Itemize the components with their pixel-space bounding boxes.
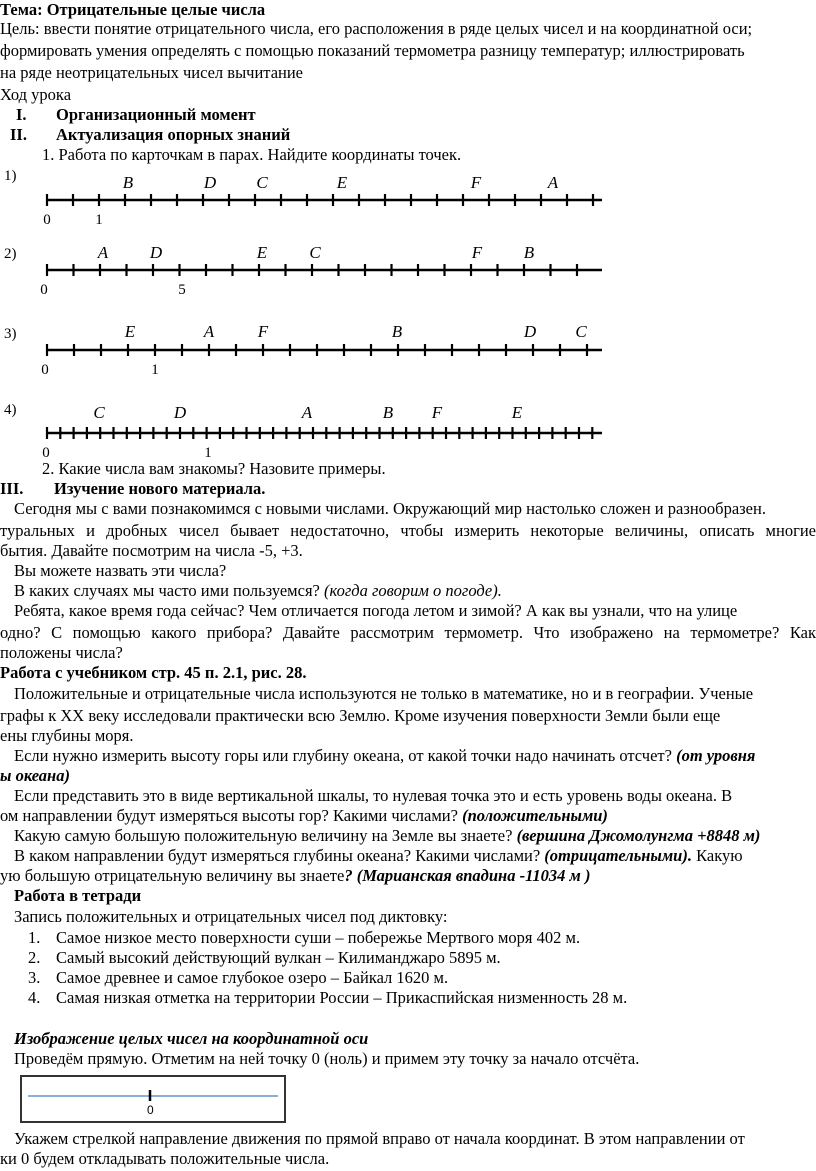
para-last-b: ки 0 будем откладывать положительные числа. bbox=[0, 1149, 330, 1168]
para-1b: туральных и дробных чисел бывает недостаточно, чтобы измерить некоторые величины, описать многие bbox=[0, 521, 816, 540]
para-3c: ены глубины моря. bbox=[0, 726, 134, 745]
para-3a: Положительные и отрицательные числа используются не только в математике, но и в географии. Ученые bbox=[14, 684, 754, 703]
para-6-text: Какую самую большую положительную величину на Земле вы знаете? bbox=[14, 826, 517, 845]
axis-svg bbox=[22, 1077, 284, 1121]
number-line-3 bbox=[0, 318, 816, 384]
goal-line-1: Цель: ввести понятие отрицательного числа, его расположения в ряде целых чисел и на координатной оси; bbox=[0, 19, 753, 38]
question-2-answer: (когда говорим о погоде). bbox=[323, 581, 502, 600]
point-label: A bbox=[301, 403, 313, 422]
para-2a: Ребята, какое время года сейчас? Чем отличается погода летом и зимой? А как вы узнали, что на улице bbox=[14, 601, 738, 620]
list-item: Самый высокий действующий вулкан – Килиманджаро 5895 м. bbox=[56, 948, 501, 967]
section-1-num: I. bbox=[16, 105, 27, 124]
para-3b: графы к XX веку исследовали практически всю Землю. Кроме изучения поверхности Земли были еще bbox=[0, 706, 721, 725]
point-label: B bbox=[122, 173, 134, 192]
list-item-number: 3. bbox=[28, 968, 41, 987]
tick-label: 0 bbox=[43, 212, 51, 228]
point-label: E bbox=[256, 243, 268, 262]
point-label: D bbox=[173, 403, 187, 422]
point-label: C bbox=[575, 322, 587, 341]
list-item: Самая низкая отметка на территории России – Прикаспийская низменность 28 м. bbox=[56, 988, 628, 1007]
question-2 bbox=[14, 581, 502, 601]
section-1-title: Организационный момент bbox=[56, 105, 256, 124]
point-label: A bbox=[547, 173, 559, 192]
point-label: C bbox=[256, 173, 268, 192]
para-7b-text: ую большую отрицательную величину вы знаете bbox=[0, 866, 345, 885]
point-label: B bbox=[523, 243, 535, 262]
para-4a-answer: (от уровня bbox=[676, 746, 756, 765]
point-label: C bbox=[93, 403, 105, 422]
row-label: 1) bbox=[4, 168, 17, 184]
point-label: B bbox=[391, 322, 403, 341]
para-last-a: Укажем стрелкой направление движения по прямой вправо от начала координат. В этом направлении от bbox=[14, 1129, 745, 1148]
section-3-num: III. bbox=[0, 479, 24, 498]
para-7b-answer: ? (Марианская впадина -11034 м ) bbox=[344, 866, 591, 885]
para-7a-answer: (отрицательными). bbox=[544, 846, 692, 865]
number-line-4 bbox=[0, 398, 816, 464]
axis-zero-label: 0 bbox=[147, 1103, 154, 1117]
tick-label: 1 bbox=[151, 362, 159, 378]
para-5a: Если представить это в виде вертикальной шкалы, то нулевая точка это и есть уровень воды океана. В bbox=[14, 786, 733, 805]
tick-label: 0 bbox=[40, 282, 48, 298]
row-label: 3) bbox=[4, 326, 17, 342]
list-item-number: 1. bbox=[28, 928, 41, 947]
list-item: Самое древнее и самое глубокое озеро – Байкал 1620 м. bbox=[56, 968, 449, 987]
point-label: E bbox=[336, 173, 348, 192]
number-line-2 bbox=[0, 240, 816, 306]
point-label: D bbox=[523, 322, 537, 341]
point-label: F bbox=[431, 403, 443, 422]
para-4b-answer: ы океана) bbox=[0, 766, 70, 785]
point-label: B bbox=[382, 403, 394, 422]
notebook-heading: Работа в тетради bbox=[14, 886, 142, 905]
row-label: 2) bbox=[4, 246, 17, 262]
point-label: E bbox=[511, 403, 523, 422]
para-5b-text: ом направлении будут измеряться высоты гор? Какими числами? bbox=[0, 806, 463, 825]
tick-label: 1 bbox=[95, 212, 103, 228]
point-label: E bbox=[124, 322, 136, 341]
list-item: Самое низкое место поверхности суши – побережье Мертвого моря 402 м. bbox=[56, 928, 581, 947]
para-4a bbox=[14, 746, 755, 766]
section-3-title: Изучение нового материала. bbox=[54, 479, 266, 498]
point-label: D bbox=[149, 243, 163, 262]
goal-line-3: на ряде неотрицательных чисел вычитание bbox=[0, 63, 304, 82]
point-label: F bbox=[257, 322, 269, 341]
para-1a: Сегодня мы с вами познакомимся с новыми числами. Окружающий мир настолько сложен и разнообразен. bbox=[14, 499, 766, 518]
para-6-answer: (вершина Джомолунгма +8848 м) bbox=[516, 826, 761, 845]
goal-line-2: формировать умения определять с помощью показаний термометра разницу температур; иллюстрировать bbox=[0, 41, 745, 60]
point-label: A bbox=[97, 243, 109, 262]
para-7a-tail: Какую bbox=[691, 846, 743, 865]
coord-axis-heading: Изображение целых чисел на координатной оси bbox=[14, 1029, 369, 1048]
question-1: Вы можете назвать эти числа? bbox=[14, 561, 227, 580]
tick-label: 0 bbox=[41, 362, 49, 378]
topic-line bbox=[0, 0, 265, 20]
course-heading: Ход урока bbox=[0, 85, 72, 104]
question-2-text: В каких случаях мы часто ими пользуемся? bbox=[14, 581, 324, 600]
axis-figure bbox=[20, 1075, 286, 1123]
task-2: 2. Какие числа вам знакомы? Назовите примеры. bbox=[42, 459, 386, 478]
task-1: 1. Работа по карточкам в парах. Найдите координаты точек. bbox=[42, 145, 462, 164]
section-2-title: Актуализация опорных знаний bbox=[56, 125, 291, 144]
number-line-1 bbox=[0, 168, 816, 234]
point-label: D bbox=[203, 173, 217, 192]
para-7b bbox=[0, 866, 590, 886]
point-label: F bbox=[471, 243, 483, 262]
para-4a-text: Если нужно измерить высоту горы или глубину океана, от какой точки надо начинать отсчет? bbox=[14, 746, 677, 765]
para-5b-answer: (положительными) bbox=[462, 806, 608, 825]
para-1c: бытия. Давайте посмотрим на числа -5, +3. bbox=[0, 541, 303, 560]
row-label: 4) bbox=[4, 402, 17, 418]
tick-label: 0 bbox=[42, 445, 50, 461]
topic-title: Отрицательные целые числа bbox=[46, 0, 266, 19]
para-7a-text: В каком направлении будут измеряться глубины океана? Какими числами? bbox=[14, 846, 545, 865]
para-2b: одно? С помощью какого прибора? Давайте рассмотрим термометр. Что изображено на термометре? Как bbox=[0, 623, 816, 642]
textbook-heading: Работа с учебником стр. 45 п. 2.1, рис. 28. bbox=[0, 663, 307, 682]
tick-label: 5 bbox=[178, 282, 186, 298]
list-item-number: 2. bbox=[28, 948, 41, 967]
para-2c: положены числа? bbox=[0, 643, 123, 662]
coord-axis-paragraph: Проведём прямую. Отметим на ней точку 0 (ноль) и примем эту точку за начало отсчёта. bbox=[14, 1049, 640, 1068]
topic-label: Тема: bbox=[0, 0, 43, 19]
dictation-intro: Запись положительных и отрицательных чисел под диктовку: bbox=[14, 907, 448, 926]
section-2-num: II. bbox=[10, 125, 27, 144]
para-5b bbox=[0, 806, 608, 826]
para-7a bbox=[14, 846, 743, 866]
point-label: F bbox=[470, 173, 482, 192]
tick-label: 1 bbox=[204, 445, 212, 461]
point-label: A bbox=[203, 322, 215, 341]
point-label: C bbox=[309, 243, 321, 262]
para-6 bbox=[14, 826, 760, 846]
list-item-number: 4. bbox=[28, 988, 41, 1007]
